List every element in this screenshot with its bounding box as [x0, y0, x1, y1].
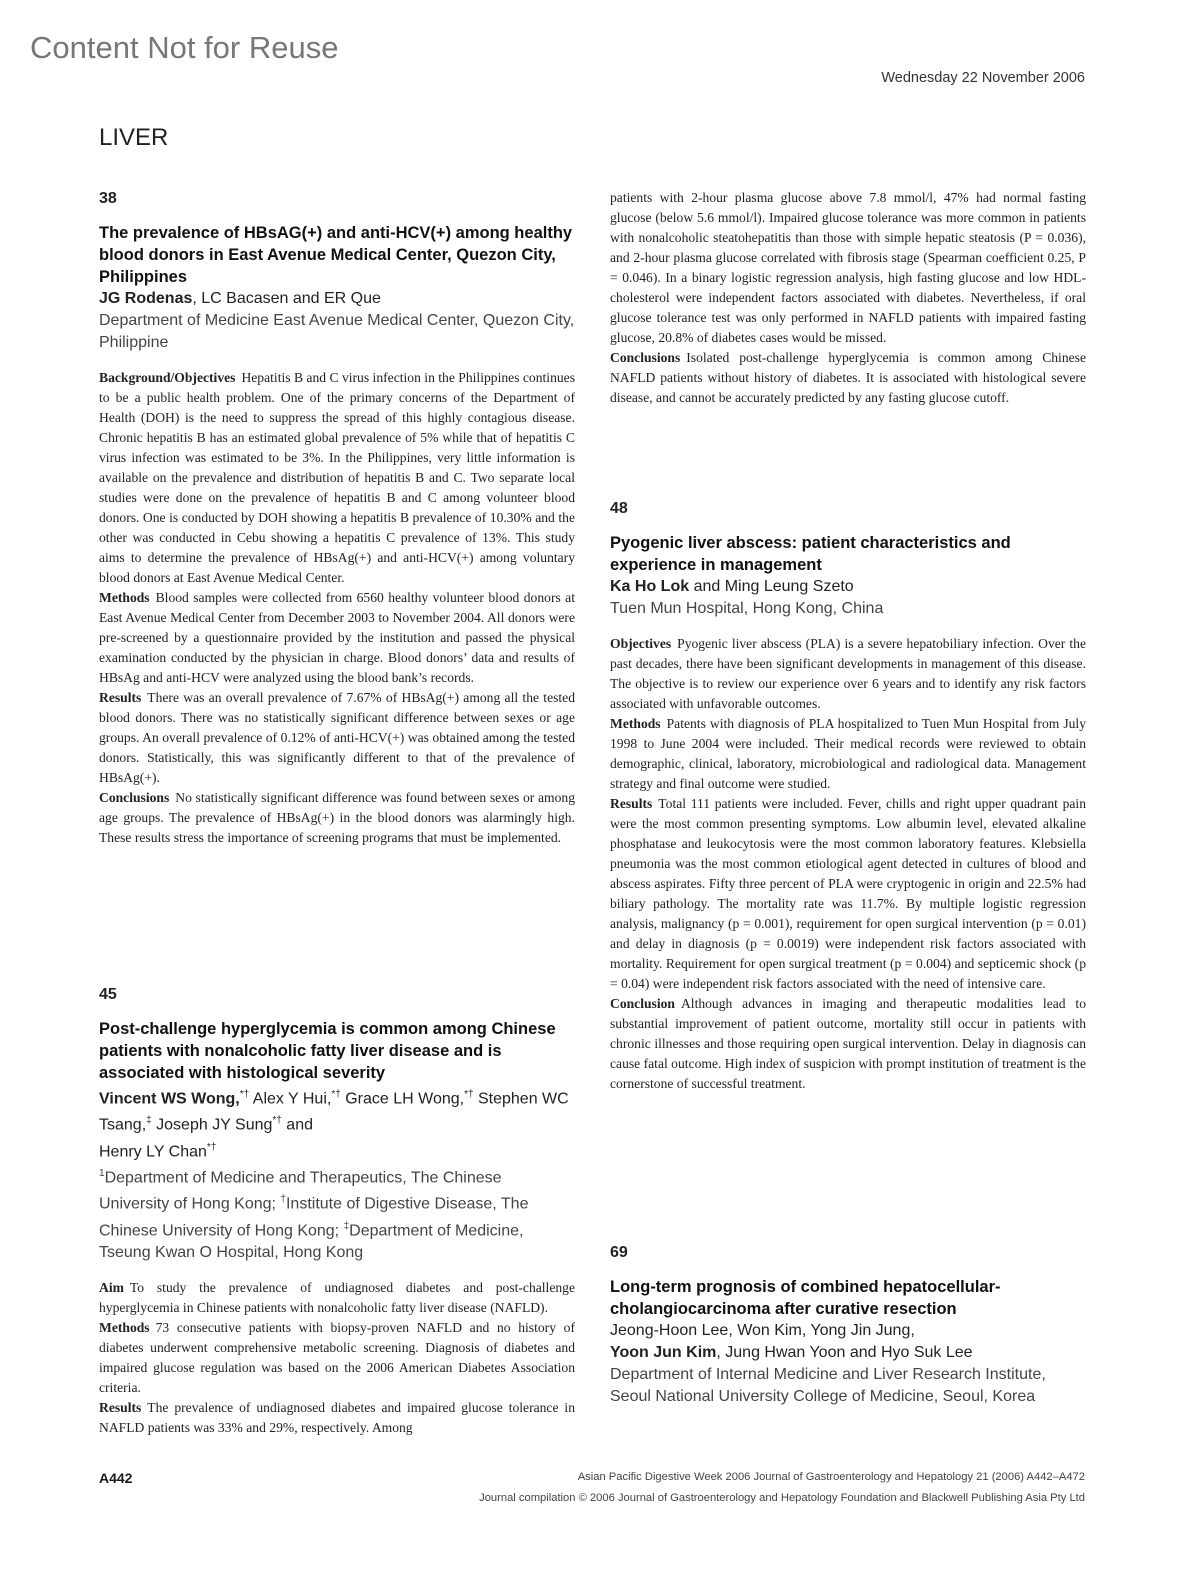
- section-label: Results: [99, 1399, 142, 1415]
- section-text: Blood samples were collected from 6560 healthy volunteer blood donors at East Avenue Medical Center from December 2003 to November 2004. All donors were pre-screened by a questionnaire provided by the institution and passed the physical examination conducted by the physician in charge. Blood donors’ data and results of HBsAg and anti-HCV were analyzed using the blood bank’s records.: [99, 590, 575, 685]
- abstract-affiliation: Department of Medicine East Avenue Medical Center, Quezon City, Philippine: [99, 312, 575, 351]
- author-conjunction: and: [281, 1116, 313, 1134]
- section-text: Patents with diagnosis of PLA hospitalized to Tuen Mun Hospital from July 1998 to June 2004 were included. Their medical records were reviewed to obtain demographic, clinical, laboratory, microbiological and radiological data. Management strategy and final outcome were studied.: [610, 716, 1086, 791]
- journal-citation: Asian Pacific Digestive Week 2006 Journal of Gastroenterology and Hepatology 21 (2006) A442–A472: [577, 1471, 1085, 1483]
- abstract-section: [610, 794, 1086, 994]
- author-marker: *†: [239, 1089, 250, 1100]
- section-text: Pyogenic liver abscess (PLA) is a severe hepatobiliary infection. Over the past decades, there have been significant developments in management of this disease. The objective is to review our experience over 6 years and to identify any risk factors associated with unfavorable outcomes.: [610, 636, 1086, 711]
- abstract-45-continued: [610, 188, 1086, 408]
- co-authors: , LC Bacasen and ER Que: [192, 290, 381, 307]
- abstract-authors: [99, 288, 575, 310]
- copyright-line: Journal compilation © 2006 Journal of Gastroenterology and Hepatology Foundation and Blackwell Publishing Asia Pty Ltd: [479, 1492, 1085, 1504]
- section-label: Results: [610, 796, 653, 811]
- abstract-section: [99, 788, 575, 848]
- abstract-section: [99, 1278, 575, 1318]
- section-text: No statistically significant difference was found between sexes or among age groups. The prevalence of HBsAg(+) in the blood donors was alarmingly high. These results stress the importance of screening programs that must be implemented.: [99, 790, 575, 845]
- section-label: Aim: [99, 1279, 124, 1295]
- section-label: Methods: [99, 590, 150, 605]
- co-authors: and Ming Leung Szeto: [689, 578, 854, 595]
- abstract-affiliation: Tuen Mun Hospital, Hong Kong, China: [610, 600, 884, 617]
- section-text: 73 consecutive patients with biopsy-proven NAFLD and no history of diabetes underwent comprehensive metabolic screening. Diagnosis of diabetes and impaired glucose regulation was based on the 2006 American Diabetes Association criteria.: [99, 1319, 575, 1395]
- affiliation-text: Institute of Digestive Disease, The Chinese University of Hong Kong;: [99, 1195, 529, 1239]
- abstract-affiliation: Department of Internal Medicine and Liver Research Institute, Seoul National University College of Medicine, Seoul, Korea: [610, 1366, 1046, 1405]
- section-text: There was an overall prevalence of 7.67% of HBsAg(+) among all the tested blood donors. There was no statistically significant difference between sexes or age groups. An overall prevalence of 0.12% of anti-HCV(+) was obtained among the tested donors. Statistically, this was significantly different to that of the prevalence of HBsAg(+).: [99, 690, 575, 785]
- abstract-section: [99, 1398, 575, 1438]
- section-label: Conclusion: [610, 996, 675, 1011]
- co-author: Henry LY Chan: [99, 1142, 207, 1160]
- section-label: Methods: [99, 1319, 150, 1335]
- co-author: Alex Y Hui,: [249, 1090, 332, 1108]
- abstract-authors: [610, 1320, 1086, 1364]
- co-authors: , Jung Hwan Yoon and Hyo Suk Lee: [716, 1344, 973, 1361]
- header-date: Wednesday 22 November 2006: [881, 70, 1085, 86]
- presenting-author: Vincent WS Wong,: [99, 1090, 240, 1108]
- abstract-45: [99, 986, 575, 1438]
- section-text: Hepatitis B and C virus infection in the Philippines continues to be a public health problem. One of the primary concerns of the Department of Health (DOH) is the need to suppress the spread of this highly contagious disease. Chronic hepatitis B has an estimated global prevalence of 5% while that of hepatitis C virus infection was estimated to be 3%. In the Philippines, very little information is available on the prevalence and distribution of hepatitis B and C. Two separate local studies were done on the prevalence of hepatitis B and C among volunteer blood donors. One is conducted by DOH showing a hepatitis B prevalence of 10.30% and the other was conducted in Cebu showing a hepatitis C prevalence of 13%. This study aims to determine the prevalence of HBsAg(+) and anti-HCV(+) among voluntary blood donors at East Avenue Medical Center.: [99, 370, 575, 585]
- author-marker: ‡: [146, 1115, 152, 1127]
- section-label: Conclusions: [610, 350, 681, 365]
- page-number: A442: [99, 1470, 133, 1486]
- co-author: Joseph JY Sung: [151, 1116, 273, 1134]
- section-label: Results: [99, 690, 142, 705]
- presenting-author: Ka Ho Lok: [610, 578, 690, 595]
- section-label: Objectives: [610, 636, 672, 651]
- abstract-authors: [99, 1084, 575, 1163]
- abstract-title: Long-term prognosis of combined hepatocellular-cholangiocarcinoma after curative resection: [610, 1278, 1001, 1318]
- authors-line: Jeong-Hoon Lee, Won Kim, Yong Jin Jung,: [610, 1322, 915, 1339]
- author-marker: *†: [206, 1141, 217, 1153]
- co-author: Stephen WC Tsang,: [99, 1090, 569, 1134]
- abstract-number: 45: [99, 986, 117, 1003]
- section-text: To study the prevalence of undiagnosed diabetes and post-challenge hyperglycemia in Chinese patients with nonalcoholic fatty liver disease (NAFLD).: [99, 1279, 575, 1315]
- affiliation-marker: 1: [99, 1167, 105, 1179]
- affiliation-text: Department of Medicine and Therapeutics, The Chinese University of Hong Kong;: [99, 1169, 502, 1213]
- abstract-section: [610, 714, 1086, 794]
- abstract-section: [99, 368, 575, 588]
- abstract-section: [610, 348, 1086, 408]
- watermark: Content Not for Reuse: [30, 30, 339, 65]
- abstract-affiliation: [99, 1163, 575, 1264]
- section-text: Isolated post-challenge hyperglycemia is common among Chinese NAFLD patients without history of diabetes. It is associated with histological severe disease, and cannot be accurately predicted by any fasting glucose cutoff.: [610, 350, 1086, 405]
- abstract-section: [99, 588, 575, 688]
- co-author: Grace LH Wong,: [340, 1090, 465, 1108]
- section-text: The prevalence of undiagnosed diabetes and impaired glucose tolerance in NAFLD patients was 33% and 29%, respectively. Among: [99, 1399, 575, 1435]
- affiliation-marker: †: [280, 1194, 286, 1206]
- abstract-48: [610, 500, 1086, 1094]
- section-title: LIVER: [99, 124, 169, 151]
- abstract-title: Post-challenge hyperglycemia is common among Chinese patients with nonalcoholic fatty liver disease and is associated with histological severity: [99, 1020, 556, 1082]
- author-marker: *†: [272, 1115, 282, 1127]
- section-label: Background/Objectives: [99, 370, 236, 385]
- abstract-section: [99, 688, 575, 788]
- affiliation-text: Department of Medicine, Tseung Kwan O Hospital, Hong Kong: [99, 1221, 524, 1261]
- abstract-section: [99, 1318, 575, 1398]
- abstract-number: 38: [99, 190, 117, 207]
- abstract-69: [610, 1244, 1086, 1422]
- abstract-number: 48: [610, 500, 628, 517]
- section-text: Total 111 patients were included. Fever, chills and right upper quadrant pain were the most common presenting symptoms. Low albumin level, elevated alkaline phosphatase and leukocytosis were the most common laboratory features. Klebsiella pneumonia was the most common etiological agent detected in cultures of blood and abscess aspirates. Fifty three percent of PLA were cryptogenic in origin and 22.5% had biliary pathology. The mortality rate was 11.7%. By multiple logistic regression analysis, malignancy (p = 0.001), requirement for open surgical intervention (p = 0.01) and delay in diagnosis (p = 0.0019) were independent risk factors associated with mortality. Requirement for open surgical treatment (p = 0.004) and septicemic shock (p = 0.04) were independent risk factors associated with the need of intensive care.: [610, 796, 1086, 991]
- abstract-number: 69: [610, 1244, 628, 1261]
- abstract-38: [99, 190, 575, 848]
- section-label: Conclusions: [99, 790, 170, 805]
- affiliation-marker: ‡: [343, 1220, 350, 1232]
- author-marker: *†: [331, 1089, 341, 1100]
- presenting-author: JG Rodenas: [99, 290, 193, 307]
- presenting-author: Yoon Jun Kim: [610, 1344, 717, 1361]
- abstract-title: Pyogenic liver abscess: patient characteristics and experience in management: [610, 534, 1011, 574]
- section-label: Methods: [610, 716, 661, 731]
- author-marker: *†: [464, 1089, 474, 1100]
- abstract-section: [610, 634, 1086, 714]
- continued-text: patients with 2-hour plasma glucose above 7.8 mmol/l, 47% had normal fasting glucose (below 5.6 mmol/l). Impaired glucose tolerance was more common in patients with nonalcoholic steatohepatitis than those with simple hepatic steatosis (P = 0.036), and 2-hour plasma glucose correlated with fibrosis stage (Spearman coefficient 0.25, P = 0.046). In a binary logistic regression analysis, high fasting glucose and low HDL-cholesterol were independent factors associated with diabetes. Nevertheless, if oral glucose tolerance test was only performed in NAFLD patients with impaired fasting glucose, 20.8% of diabetes cases would be missed.: [610, 190, 1086, 345]
- abstract-section: [610, 994, 1086, 1094]
- abstract-authors: [610, 576, 1086, 598]
- section-text: Although advances in imaging and therapeutic modalities lead to substantial improvement of patient outcome, mortality still occur in patients with chronic illnesses and those requiring open surgical intervention. Delay in diagnosis can cause fatal outcome. High index of suspicion with prompt institution of treatment is the cornerstone of successful treatment.: [610, 996, 1086, 1091]
- abstract-title: The prevalence of HBsAG(+) and anti-HCV(+) among healthy blood donors in East Avenue Medical Center, Quezon City, Philippines: [99, 224, 573, 286]
